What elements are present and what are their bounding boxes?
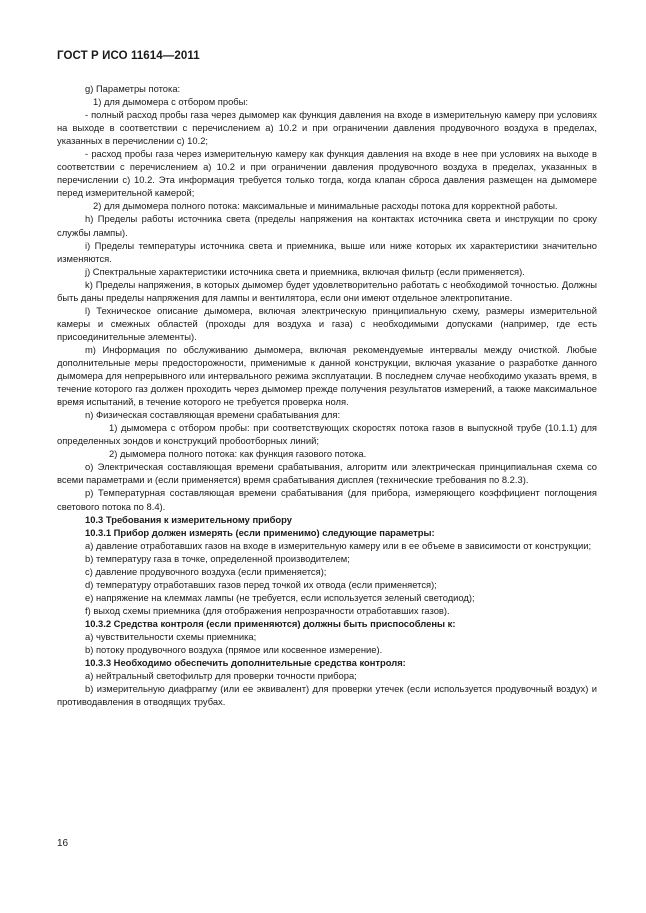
paragraph: 2) для дымомера полного потока: максимальные и минимальные расходы потока для корректной работы.	[93, 200, 558, 212]
subsection-heading: 10.3.2 Средства контроля (если применяются) должны быть приспособлены к:	[85, 617, 456, 629]
paragraph: е) напряжение на клеммах лампы (не требуется, если используется зеленый светодиод);	[85, 591, 475, 603]
section-heading: 10.3 Требования к измерительному прибору	[85, 513, 292, 525]
paragraph: с) давление продувочного воздуха (если применяется);	[85, 565, 327, 577]
paragraph: d) температуру отработавших газов перед точкой их отвода (если применяется);	[85, 578, 437, 590]
paragraph: 1) дымомера с отбором пробы: при соответствующих скоростях потока газов в выпускной трубе (10.1.1) для определенных зондов и конструкций пробоотборных линий;	[57, 422, 597, 447]
paragraph: b) температуру газа в точке, определенной производителем;	[85, 552, 350, 564]
paragraph: i) Пределы температуры источника света и приемника, выше или ниже которых их характеристики значительно изменяются.	[57, 239, 597, 264]
paragraph: b) потоку продувочного воздуха (прямое или косвенное измерение).	[85, 644, 383, 656]
paragraph: а) чувствительности схемы приемника;	[85, 630, 257, 642]
paragraph: а) нейтральный светофильтр для проверки точности прибора;	[85, 670, 357, 682]
paragraph: k) Пределы напряжения, в которых дымомер будет удовлетворительно работать с необходимой точностью. Должны быть даны пределы напряжения для лампы и вентилятора, если они имеют отдельное электропитание.	[57, 278, 597, 303]
subsection-heading: 10.3.3 Необходимо обеспечить дополнительные средства контроля:	[85, 657, 406, 669]
page-number: 16	[57, 838, 69, 849]
document-body	[57, 82, 597, 708]
paragraph: а) давление отработавших газов на входе в измерительную камеру или в ее объеме в зависимости от конструкции;	[85, 539, 592, 551]
paragraph: 1) для дымомера с отбором пробы:	[93, 96, 248, 108]
paragraph: - полный расход пробы газа через дымомер как функция давления на входе в измерительную камеру при условиях на выходе в соответствии с перечислением а) 10.2 и при ограничении давления продувочного воздуха в пределах, указанных в перечислении с) 10.2;	[57, 109, 597, 147]
paragraph: l) Техническое описание дымомера, включая электрическую принципиальную схему, размеры измерительной камеры и смежных областей (проходы для воздуха и газа) с необходимыми допусками (например, где есть присоединительные элементы).	[57, 304, 597, 342]
paragraph: 2) дымомера полного потока: как функция газового потока.	[109, 448, 367, 460]
paragraph: m) Информация по обслуживанию дымомера, включая рекомендуемые интервалы между очисткой. Любые дополнительные меры предосторожности, применимые к данной конструкции, включая указание о разработке данного дымомера для непрерывного или интервального режима эксплуатации. В последнем случае необходимо указать время, в течение которого газ должен проходить через дымомер прежде получения результатов измерений, а также максимальное время испытаний, в течение которого не требуется проверка ноля.	[57, 343, 597, 408]
paragraph: b) измерительную диафрагму (или ее эквивалент) для проверки утечек (если используется продувочный воздух) и противодавления в отводящих трубах.	[57, 683, 597, 708]
paragraph: о) Электрическая составляющая времени срабатывания, алгоритм или электрическая принципиальная схема со всеми параметрами и (если применяется) время срабатывания дисплея (технические требования по 8.2.3).	[57, 461, 597, 486]
document-header: ГОСТ Р ИСО 11614—2011	[57, 50, 200, 62]
paragraph: f) выход схемы приемника (для отображения непрозрачности отработавших газов).	[85, 604, 450, 616]
paragraph: g) Параметры потока:	[85, 83, 181, 94]
paragraph: j) Спектральные характеристики источника света и приемника, включая фильтр (если применяется).	[85, 265, 525, 277]
paragraph: - расход пробы газа через измерительную камеру как функция давления на входе в нее при условиях на выходе в соответствии с перечислением а) 10.2 и при ограничении давления продувочного воздуха в пределах, указанных в перечислении с) 10.2. Эта информация требуется только тогда, когда клапан сброса давления размещен на дымомере перед измерительной камерой;	[57, 148, 597, 199]
paragraph: h) Пределы работы источника света (пределы напряжения на контактах источника света и инструкции по сроку службы лампы).	[57, 213, 597, 238]
paragraph: р) Температурная составляющая времени срабатывания (для прибора, измеряющего коэффициент поглощения светового потока по 8.4).	[57, 487, 597, 512]
subsection-heading: 10.3.1 Прибор должен измерять (если применимо) следующие параметры:	[85, 526, 435, 538]
paragraph: n) Физическая составляющая времени срабатывания для:	[85, 409, 341, 421]
